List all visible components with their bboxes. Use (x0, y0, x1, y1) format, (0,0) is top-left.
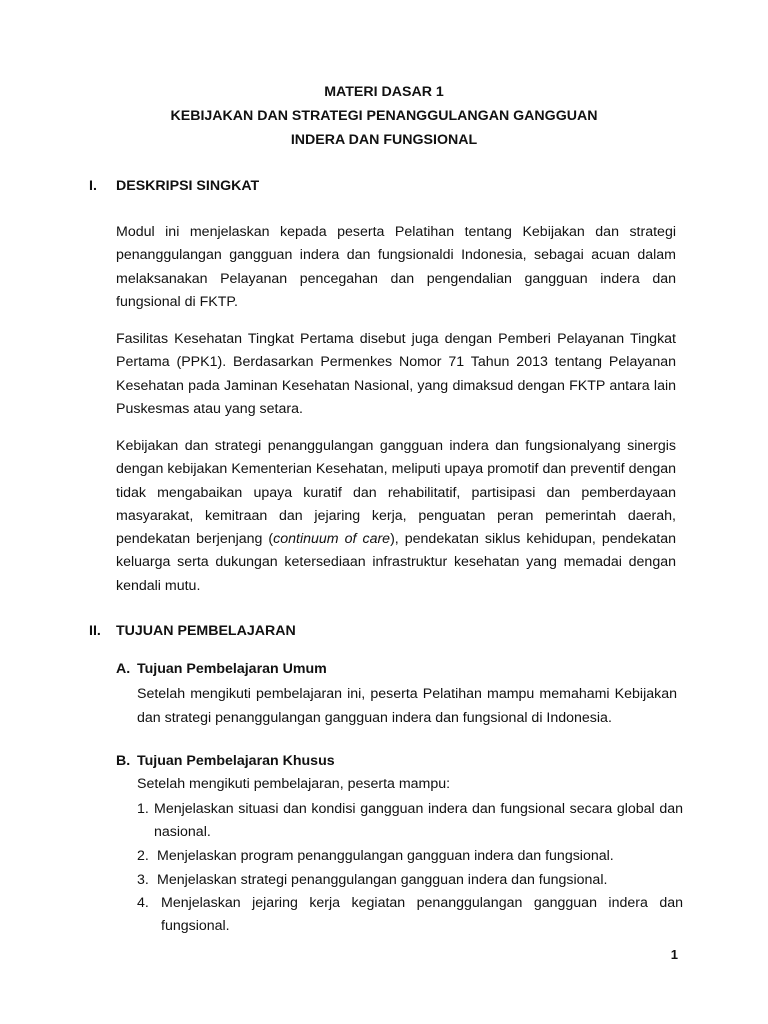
subsection-a-letter: A. (116, 661, 131, 677)
section-1-paragraph-3 (116, 435, 676, 598)
title-line-3: INDERA DAN FUNGSIONAL (290, 132, 478, 148)
list-item-number: 1. (137, 801, 149, 817)
subsection-b-heading (116, 753, 335, 769)
list-item-text: Menjelaskan strategi penanggulangan gangguan indera dan fungsional. (157, 872, 608, 888)
page-number: 1 (670, 947, 678, 962)
paragraph-3-italic-term: continuum of care (273, 531, 391, 548)
list-item-text: Menjelaskan jejaring kerja kegiatan penanggulangan gangguan indera dan fungsional. (161, 895, 683, 935)
list-item-number: 3. (137, 872, 149, 888)
list-item-number: 2. (137, 848, 149, 864)
section-1-number: I. (89, 178, 97, 194)
subsection-a-title: Tujuan Pembelajaran Umum (137, 661, 327, 677)
paragraph-3-text-start: Kebijakan dan strategi penanggulangan gangguan indera dan fungsionalyang sinergis dengan kebijakan Kementerian Kesehatan, meliputi upaya promotif dan preventif dengan tidak mengabaikan upaya kuratif dan rehabilitatif, partisipasi dan pemberdayaan masyarakat, kemitraan dan jejaring kerja, penguatan peran pemerintah daerah, pendekatan berjenjang ( (116, 438, 676, 548)
section-1-paragraph-1: Modul ini menjelaskan kepada peserta Pelatihan tentang Kebijakan dan strategi penanggulangan gangguan indera dan fungsionaldi Indonesia, sebagai acuan dalam melaksanakan Pelayanan pencegahan dan pengendalian gangguan indera dan fungsional di FKTP. (116, 224, 676, 310)
title-line-2: KEBIJAKAN DAN STRATEGI PENANGGULANGAN GANGGUAN (170, 108, 598, 124)
title-line-1: MATERI DASAR 1 (324, 84, 444, 100)
list-item-number: 4. (137, 895, 149, 911)
paragraph-3-text-end: ), pendekatan siklus kehidupan, pendekatan keluarga serta dukungan ketersediaan infrastruktur kesehatan yang memadai dengan kendali mutu. (116, 531, 676, 594)
subsection-b-letter: B. (116, 753, 131, 769)
subsection-a-text: Setelah mengikuti pembelajaran ini, peserta Pelatihan mampu memahami Kebijakan dan strategi penanggulangan gangguan indera dan fungsional di Indonesia. (137, 686, 677, 726)
list-item (137, 798, 683, 845)
list-item-text: Menjelaskan situasi dan kondisi gangguan indera dan fungsional secara global dan nasional. (154, 801, 683, 841)
subsection-b-intro: Setelah mengikuti pembelajaran, peserta mampu: (137, 776, 451, 792)
section-1-paragraph-2: Fasilitas Kesehatan Tingkat Pertama disebut juga dengan Pemberi Pelayanan Tingkat Pertama (PPK1). Berdasarkan Permenkes Nomor 71 Tahun 2013 tentang Pelayanan Kesehatan pada Jaminan Kesehatan Nasional, yang dimaksud dengan FKTP antara lain Puskesmas atau yang setara. (116, 331, 676, 417)
section-1-title: DESKRIPSI SINGKAT (116, 178, 260, 194)
subsection-b-title: Tujuan Pembelajaran Khusus (137, 753, 335, 769)
list-item-text: Menjelaskan program penanggulangan gangguan indera dan fungsional. (157, 848, 614, 864)
list-item (137, 869, 683, 892)
section-2-title: TUJUAN PEMBELAJARAN (116, 623, 296, 639)
section-2-number: II. (89, 623, 101, 639)
list-item (137, 845, 683, 868)
subsection-a-heading (116, 661, 327, 677)
list-item (137, 892, 683, 939)
